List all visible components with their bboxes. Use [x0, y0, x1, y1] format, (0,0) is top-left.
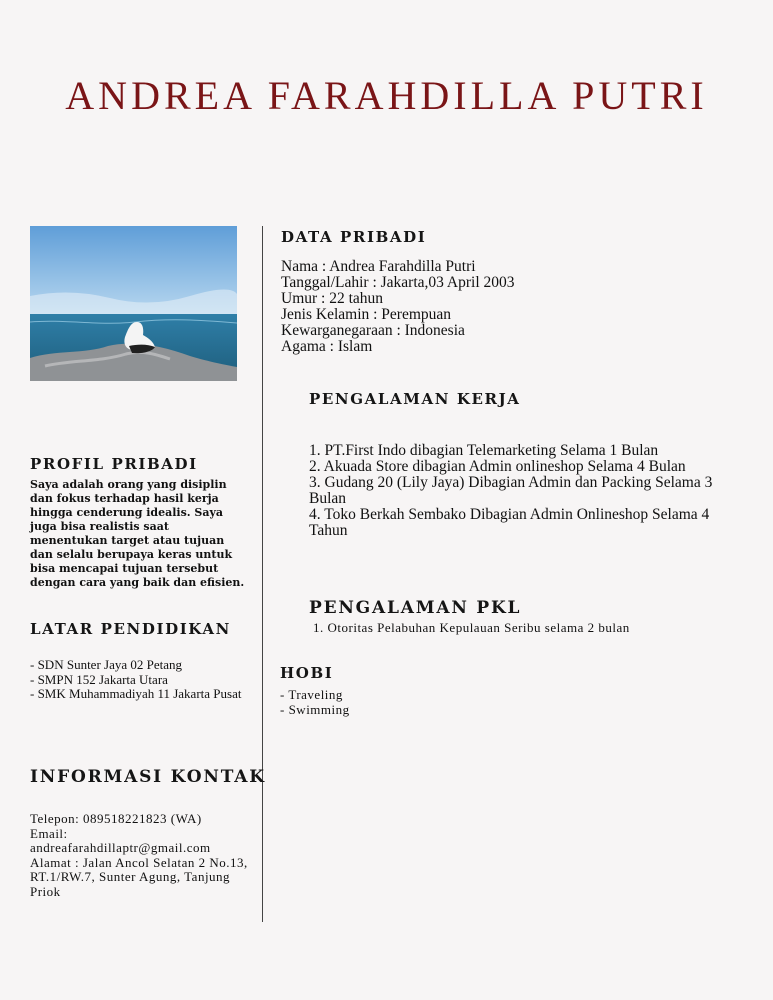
pengalaman-kerja-heading: PENGALAMAN KERJA [309, 390, 521, 408]
hobi-item: - Traveling [280, 687, 343, 702]
profil-pribadi-text: Saya adalah orang yang disiplin dan fokus terhadap hasil kerja hingga cenderung idealis. Saya juga bisa realistis saat menentukan target atau tujuan dan selalu berupaya keras untuk bisa mencapai tujuan tersebut dengan cara yang baik dan efisien. [30, 478, 245, 589]
contact-email[interactable]: andreafarahdillaptr@gmail.com [30, 840, 211, 855]
pendidikan-item: - SMPN 152 Jakarta Utara [30, 671, 168, 687]
pengalaman-kerja-list [309, 443, 749, 539]
pendidikan-list [30, 658, 255, 702]
resume-name: ANDREA FARAHDILLA PUTRI [65, 73, 708, 118]
latar-pendidikan-heading: LATAR PENDIDIKAN [30, 620, 231, 638]
contact-phone: Telepon: 089518221823 (WA) [30, 811, 202, 826]
hobi-item: - Swimming [280, 701, 350, 717]
data-pribadi-item: Jenis Kelamin : Perempuan [281, 306, 452, 323]
profil-pribadi-heading: PROFIL PRIBADI [30, 455, 198, 473]
data-pribadi-item: Agama : Islam [281, 338, 373, 355]
hobi-heading: HOBI [280, 664, 334, 682]
data-pribadi-item: Kewarganegaraan : Indonesia [281, 322, 465, 339]
contact-email-label: Email: [30, 825, 68, 841]
pengalaman-pkl-list [313, 621, 743, 636]
informasi-kontak-heading: INFORMASI KONTAK [30, 767, 266, 787]
pengalaman-kerja-item: 2. Akuada Store dibagian Admin onlineshop Selama 4 Bulan [309, 458, 686, 475]
pendidikan-item: - SDN Sunter Jaya 02 Petang [30, 657, 183, 672]
hobi-list [280, 688, 480, 717]
data-pribadi-item: Tanggal/Lahir : Jakarta,03 April 2003 [281, 274, 515, 291]
pengalaman-kerja-item: 1. PT.First Indo dibagian Telemarketing Selama 1 Bulan [309, 442, 659, 459]
contact-info [30, 812, 250, 899]
pengalaman-kerja-item: 3. Gudang 20 (Lily Jaya) Dibagian Admin dan Packing Selama 3 Bulan [309, 474, 713, 507]
data-pribadi-heading: DATA PRIBADI [281, 228, 427, 246]
pendidikan-item: - SMK Muhammadiyah 11 Jakarta Pusat [30, 686, 242, 701]
data-pribadi-item: Nama : Andrea Farahdilla Putri [281, 258, 476, 275]
pengalaman-kerja-item: 4. Toko Berkah Sembako Dibagian Admin Onlineshop Selama 4 Tahun [309, 506, 710, 539]
data-pribadi-list [281, 259, 751, 355]
data-pribadi-item: Umur : 22 tahun [281, 290, 384, 307]
pengalaman-pkl-item: 1. Otoritas Pelabuhan Kepulauan Seribu selama 2 bulan [313, 620, 630, 635]
contact-address: Alamat : Jalan Ancol Selatan 2 No.13, RT.1/RW.7, Sunter Agung, Tanjung Priok [30, 854, 248, 899]
profile-photo [30, 226, 237, 381]
pengalaman-pkl-heading: PENGALAMAN PKL [309, 598, 522, 618]
column-divider [262, 226, 263, 922]
